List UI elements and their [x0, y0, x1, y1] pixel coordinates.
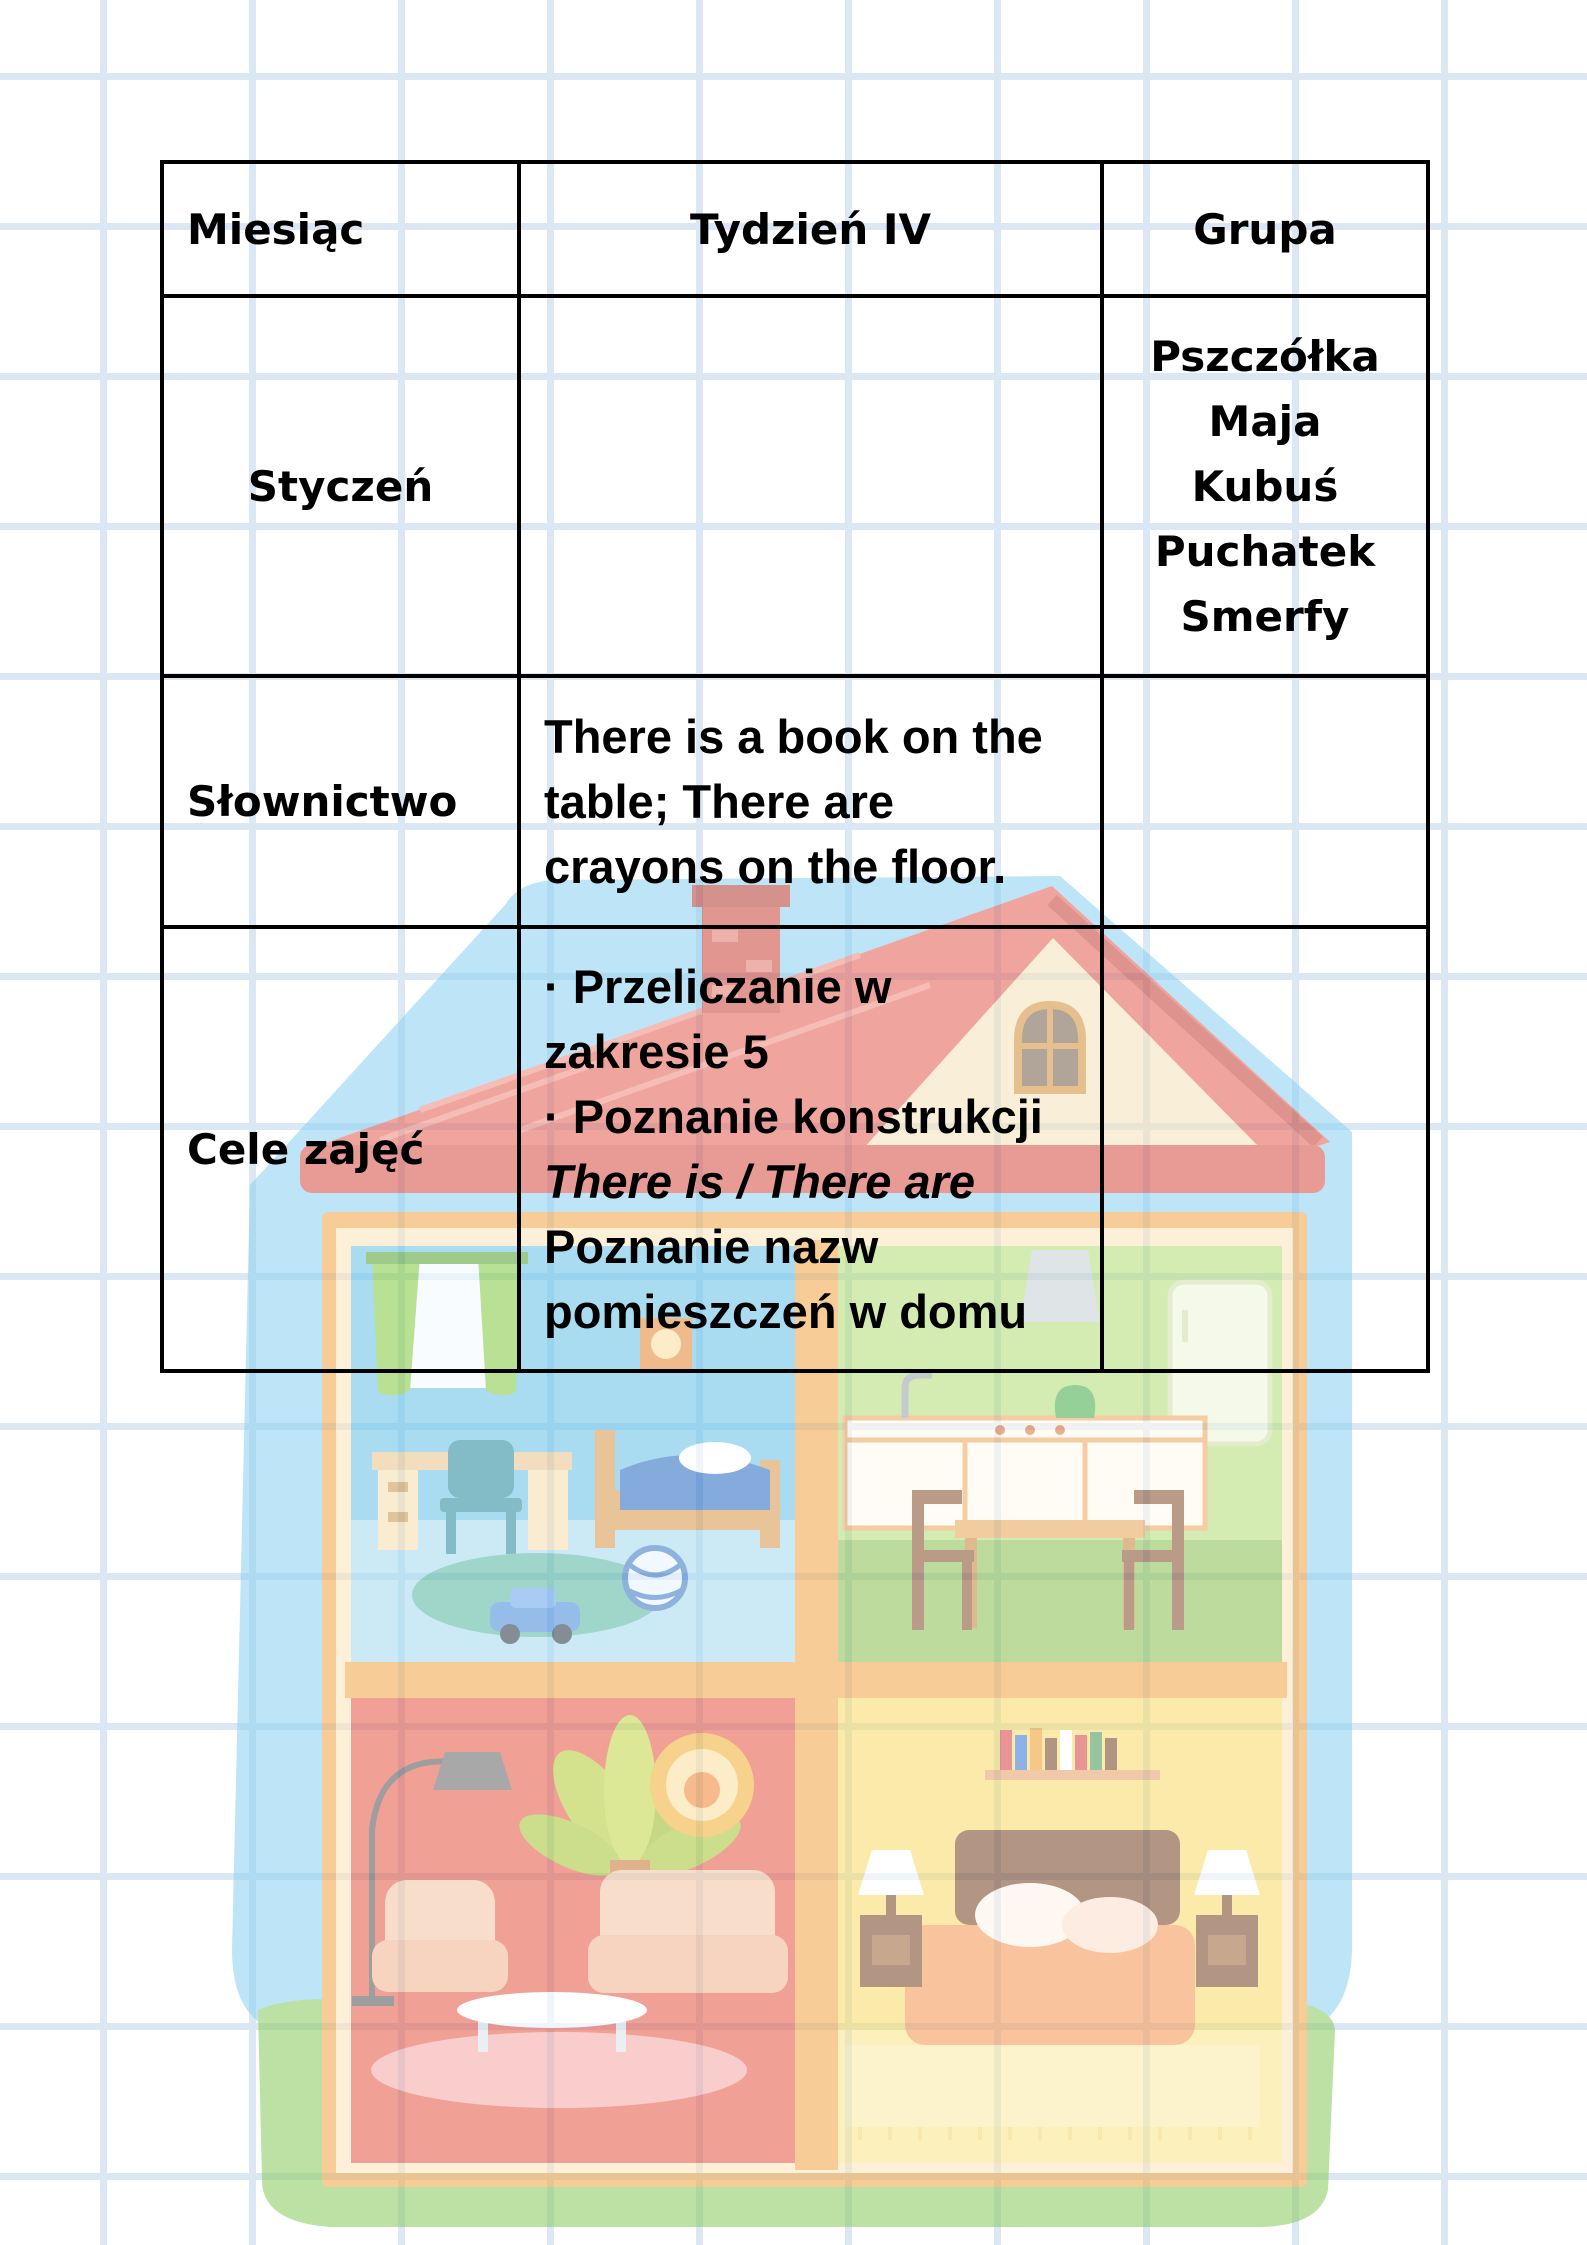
vocabulary-empty-cell — [1102, 676, 1428, 927]
ball — [625, 1548, 685, 1608]
armchair — [372, 1880, 508, 1992]
goals-row — [162, 927, 1428, 1371]
bedroom-rug — [845, 2045, 1260, 2127]
kitchen-counter — [845, 1418, 1205, 1528]
goals-label: Cele zajęć — [162, 927, 519, 1371]
goal-item: · Poznanie konstrukcji — [544, 1090, 1043, 1143]
goals-empty-cell — [1102, 927, 1428, 1371]
vocabulary-row — [162, 676, 1428, 927]
nightstand-left — [858, 1850, 924, 1987]
group-cell — [1102, 296, 1428, 676]
goal-item: Poznanie nazw pomieszczeń w domu — [544, 1220, 1028, 1338]
month-value: Styczeń — [162, 296, 519, 676]
master-bedroom-room — [838, 1698, 1282, 2163]
month-row — [162, 296, 1428, 676]
vocabulary-text: There is a book on the table; There are crayons on the floor. — [519, 676, 1102, 927]
goals-list — [519, 927, 1102, 1371]
goal-item-construction: There is / There are — [544, 1155, 976, 1208]
vocabulary-label: Słownictwo — [162, 676, 519, 927]
group-names: Pszczółka Maja Kubuś Puchatek Smerfy — [1150, 331, 1380, 641]
kettle — [1055, 1385, 1095, 1418]
header-month: Miesiąc — [162, 162, 519, 296]
nightstand-right — [1194, 1850, 1260, 1987]
living-rug — [371, 2032, 747, 2108]
header-week: Tydzień IV — [519, 162, 1102, 296]
living-room — [351, 1698, 795, 2163]
header-row — [162, 162, 1428, 296]
lesson-plan-table — [160, 160, 1430, 1373]
header-group: Grupa — [1102, 162, 1428, 296]
lion-picture — [650, 1733, 754, 1837]
week-value — [519, 296, 1102, 676]
sofa — [588, 1870, 788, 1993]
goal-item: · Przeliczanie w zakresie 5 — [544, 960, 892, 1078]
